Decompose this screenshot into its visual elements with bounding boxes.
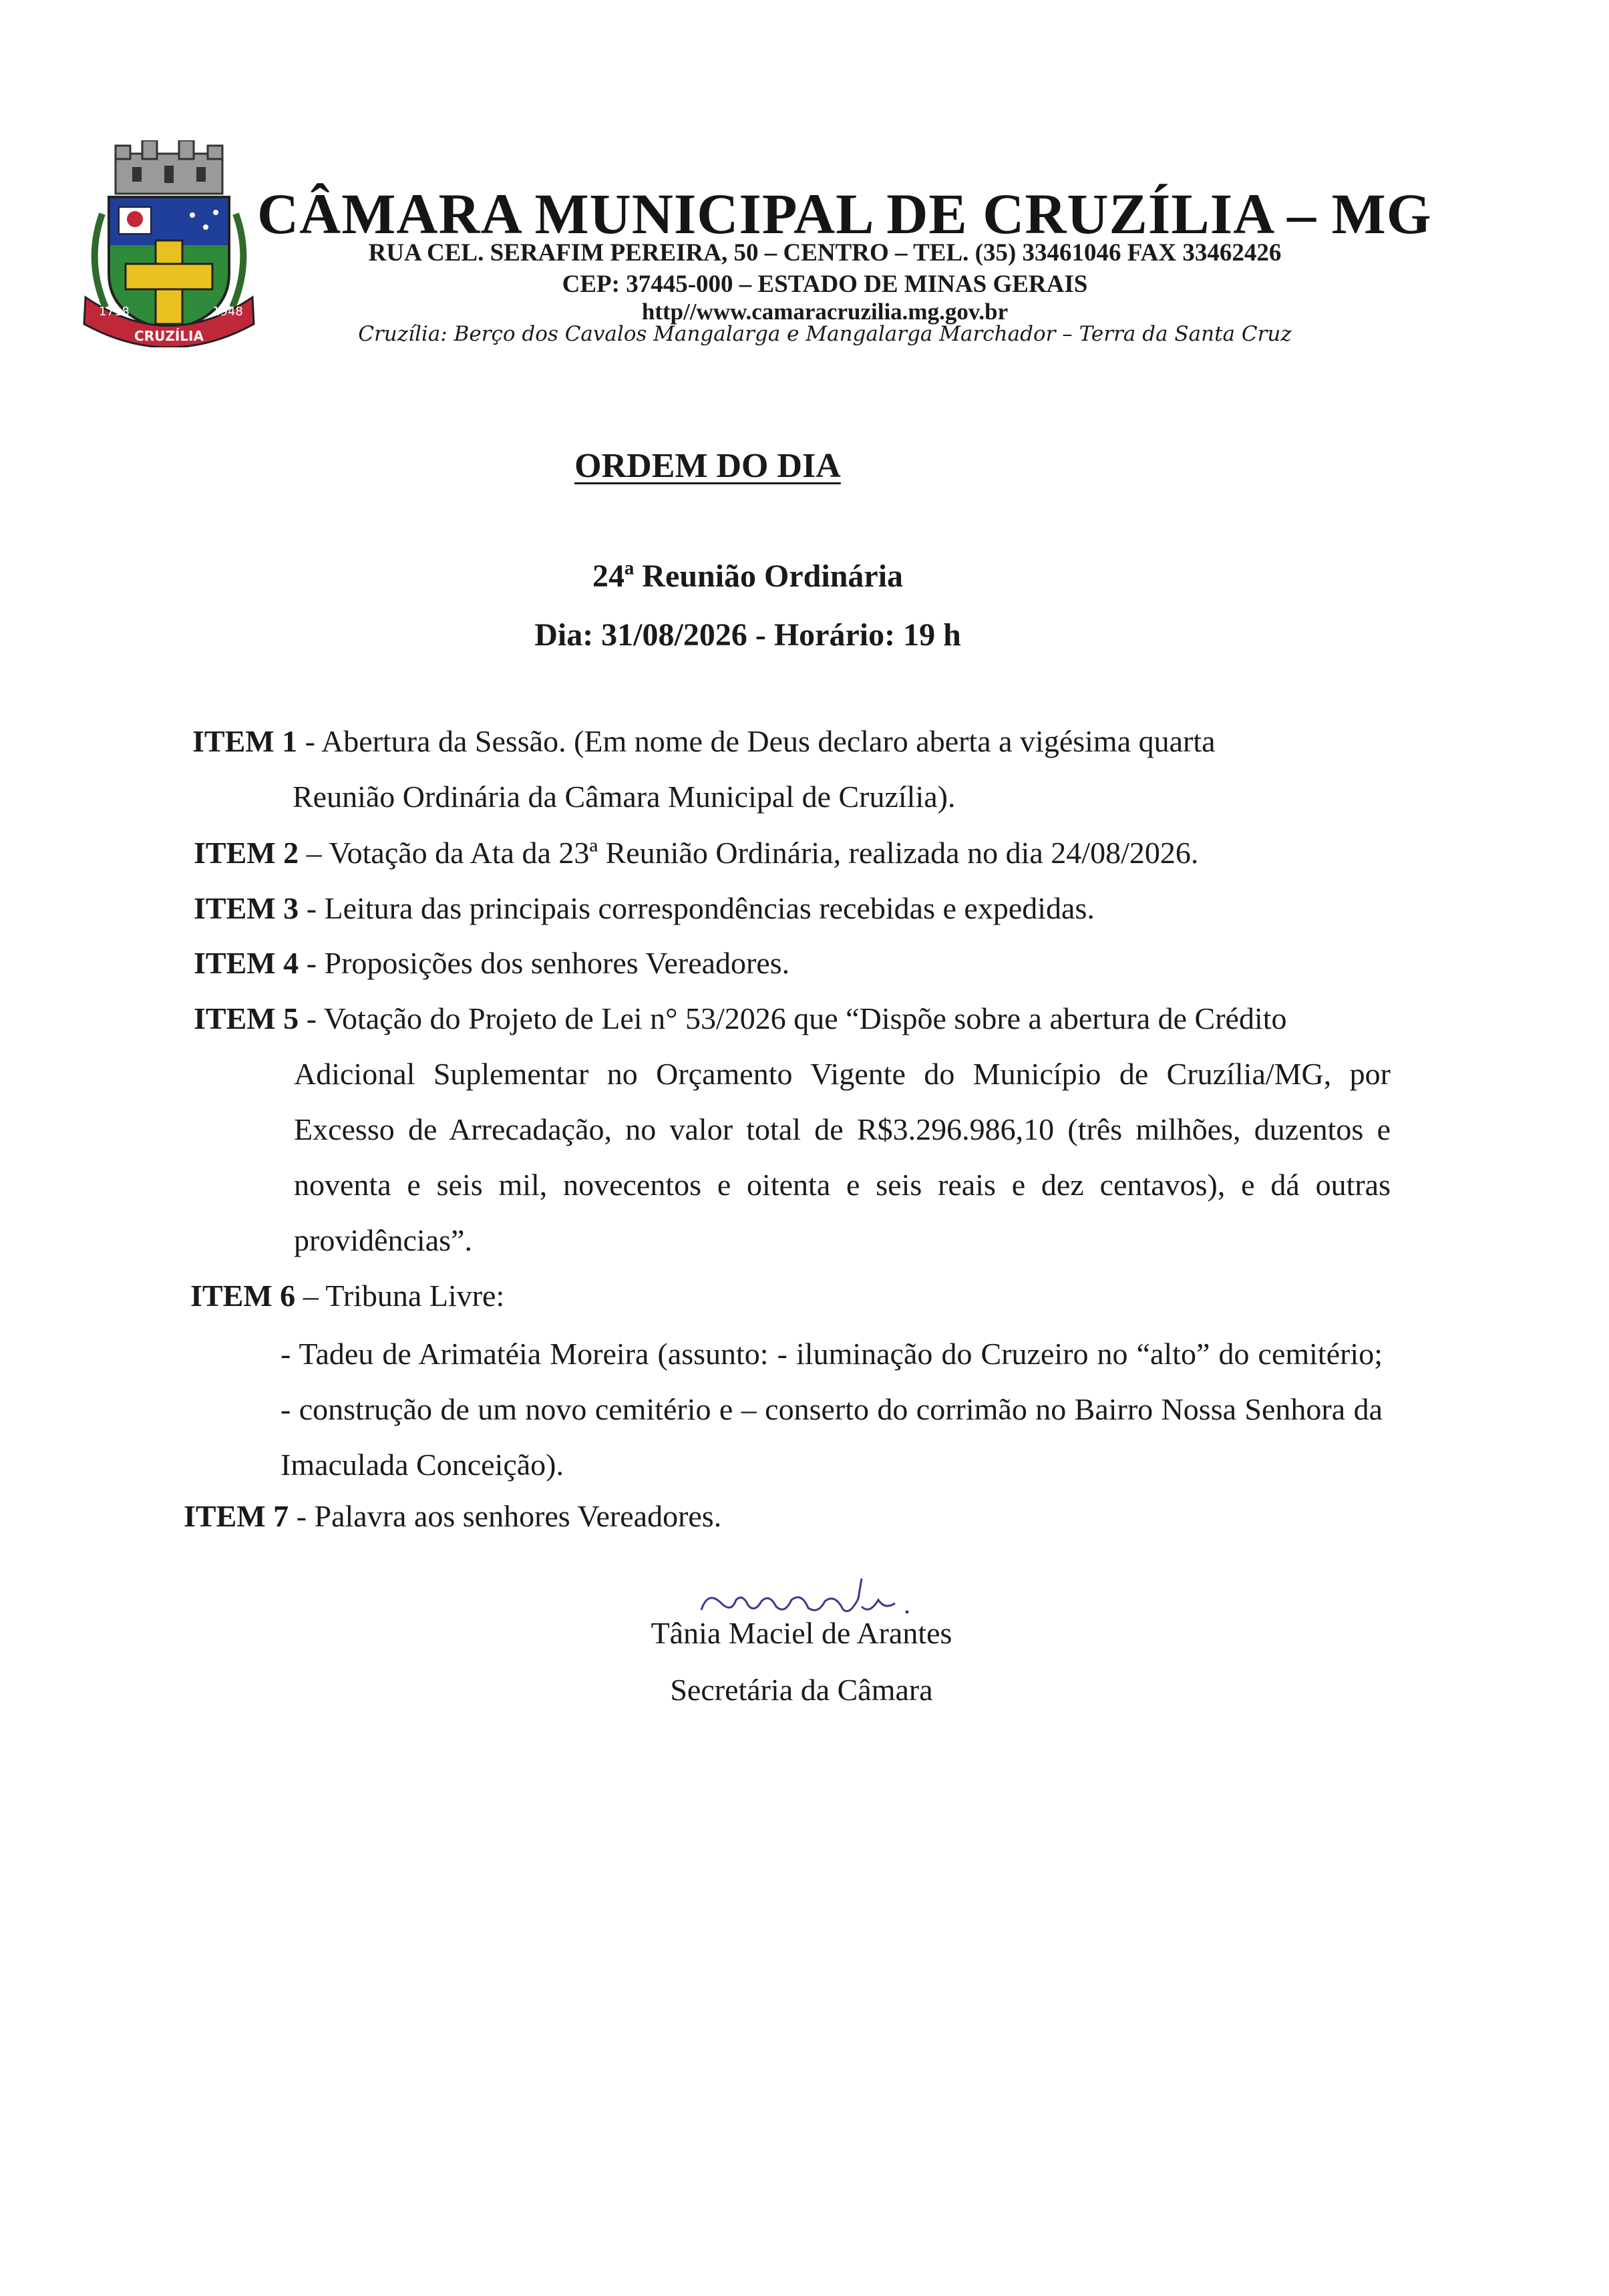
agenda-item-1	[192, 713, 1389, 824]
item-text: - Votação do Projeto de Lei n° 53/2026 que “Dispõe sobre a abertura de Crédito	[299, 1001, 1287, 1035]
item-label: ITEM 7	[184, 1499, 289, 1533]
item-continuation: Reunião Ordinária da Câmara Municipal de Cruzília).	[293, 780, 956, 814]
item-text: – Votação da Ata da 23ª Reunião Ordinária, realizada no dia 24/08/2026.	[299, 836, 1199, 870]
coat-of-arms-icon	[79, 140, 259, 347]
agenda-item-4	[194, 935, 1391, 991]
agenda-item-6	[190, 1268, 1387, 1323]
signatory-name: Tânia Maciel de Arantes	[651, 1616, 952, 1650]
agenda-item-5	[194, 991, 1391, 1268]
document-title: ORDEM DO DIA	[574, 447, 841, 485]
item-label: ITEM 5	[194, 1001, 299, 1035]
coat-ribbon-text: CRUZÍLIA	[134, 328, 204, 344]
item-label: ITEM 4	[194, 946, 299, 980]
agenda-item-7	[184, 1488, 1381, 1544]
institution-address: RUA CEL. SERAFIM PEREIRA, 50 – CENTRO – TEL. (35) 33461046 FAX 33462426	[368, 239, 1282, 267]
coat-year-left: 1718	[99, 305, 130, 319]
item-label: ITEM 2	[194, 836, 299, 870]
coat-year-right: 1948	[212, 305, 243, 319]
item-text: - Proposições dos senhores Vereadores.	[299, 946, 790, 980]
meeting-date-time: Dia: 31/08/2026 - Horário: 19 h	[534, 617, 961, 653]
agenda-item-3	[194, 880, 1391, 936]
document-title-wrap	[0, 446, 1609, 486]
institution-title: CÂMARA MUNICIPAL DE CRUZÍLIA – MG	[257, 182, 1432, 246]
signatory-role: Secretária da Câmara	[670, 1673, 933, 1707]
item-label: ITEM 3	[194, 891, 299, 925]
item-text: - Leitura das principais correspondências recebidas e expedidas.	[299, 891, 1095, 925]
item-text: – Tribuna Livre:	[295, 1279, 505, 1313]
meeting-name: 24ª Reunião Ordinária	[592, 558, 904, 594]
item-label: ITEM 1	[192, 724, 298, 758]
item-continuation: Adicional Suplementar no Orçamento Vigente do Município de Cruzília/MG, por Excesso de Arrecadação, no valor total de R$3.296.986,10 (três milhões, duzentos e noventa e seis mil, novecentos e oitenta e seis reais e dez centavos), e dá outras providências”.	[294, 1057, 1391, 1257]
institution-motto: Cruzília: Berço dos Cavalos Mangalarga e Mangalarga Marchador – Terra da Santa Cruz	[358, 322, 1292, 346]
item-label: ITEM 6	[190, 1279, 296, 1313]
institution-cep: CEP: 37445-000 – ESTADO DE MINAS GERAIS	[562, 271, 1088, 298]
item-text: - Palavra aos senhores Vereadores.	[289, 1499, 722, 1533]
item-text: - Abertura da Sessão. (Em nome de Deus declaro aberta a vigésima quarta	[297, 724, 1216, 758]
agenda-item-2	[194, 825, 1391, 880]
agenda-item-6-detail: - Tadeu de Arimatéia Moreira (assunto: - iluminação do Cruzeiro no “alto” do cemitério; - construção de um novo cemitério e – conserto do corrimão no Bairro Nossa Senhora da Imaculada Conceição).	[281, 1337, 1383, 1482]
institution-url[interactable]: http//www.camaracruzilia.mg.gov.br	[641, 299, 1009, 325]
